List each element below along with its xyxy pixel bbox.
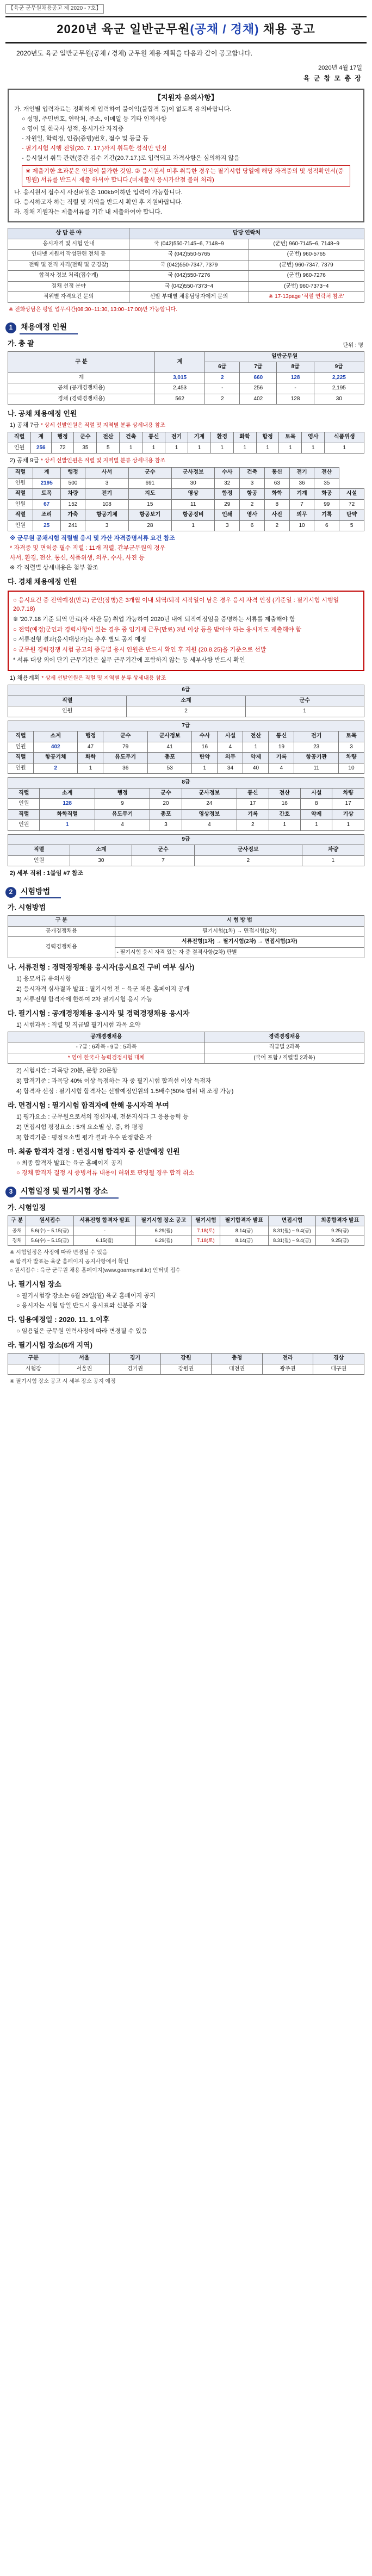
grade9-career-table: 9급 직렬 소계 군수 군사정보 차량 인원 30 7 2 1 [8,834,364,867]
contact-table: 상 담 분 야 담당 연락처 응시자격 및 시험 안내 국 (042)550-7145~6, 7148~9 (군번) 960-7145~6, 7148~9 인터넷 지원서 작성관련 전체 등 국 (042)550-5765 (군번) 960-5765 전략 및 전직 자격(전략 및 군경찰) 국 (042)550-7347, 7379 (군번) 960-7347, 7379 합격자 정보 처리(접수계) 국 (042)550-7276 (군번) 960-7276 경채 선정 분야 국 (042)550-7373~4 (군번) 960-7373~4 직위별 자격요건 문의 선발 부대별 채용담당자에게 문의 ※ 17-13page '직렬 연락처 참조' [8,228,364,303]
table-header-row: 직렬 항공기체 화학 유도무기 총포 탄약 의무 약제 기록 항공기관 차량 [8,753,364,764]
subhead: 가. 총 괄 [8,339,34,347]
table-row: 경채 (경력경쟁채용) 562 2 402 128 30 [8,394,364,405]
table-header-row: 구분 서울 경기 강원 충청 전라 경상 [8,1354,364,1364]
table-row: 인원 128 9 20 24 17 16 8 17 [8,799,364,810]
table-row: 인원 402 47 79 41 16 4 1 19 23 3 [8,742,364,753]
section-title: 시험일정 및 필기시험 장소 [20,1185,119,1198]
subhead: 다. 임용예정일 : 2020. 11. 1.이후 [8,1315,110,1324]
section-title: 채용예정 인원 [20,321,78,334]
notice-item: ○ 성명, 주민번호, 연락처, 주소, 이메일 등 기타 인적사항 [22,115,167,122]
section-number: 2 [5,887,16,898]
sub-label: 2) 공채 9급 * 상세 선발인원은 직렬 및 지역별 분류 상세내용 참조 [10,457,165,464]
grade6-career-table: 6급 직렬 소계 군수 인원 2 1 [8,685,364,717]
section-1-header [5,321,367,334]
sub-label: 1) 채용계획 * 상세 선발인원은 직렬 및 지역별 분류 상세내용 참조 [10,675,166,682]
sub-label: 1) 공채 7급 * 상세 선발인원은 직렬 및 지역별 분류 상세내용 참조 [10,422,165,429]
notice-item: 다. 응시하고자 하는 직렬 및 지역을 반드시 확인 후 지원바랍니다. [14,199,183,206]
table-row: 직위별 자격요건 문의 선발 부대별 채용담당자에게 문의 ※ 17-13page '직렬 연락처 참조' [8,292,364,303]
table-row: - 7급 : 6과목 - 9급 : 5과목 직급별 2과목 [8,1042,364,1053]
title-highlight: (공채 / 경채) [190,22,259,36]
final-note: ※ 필기시험 장소 공고 시 세부 장소 공지 예정 [10,1379,116,1385]
table-row: 인원 67 152 108 15 11 29 2 8 7 99 72 [8,499,364,510]
table-row: 인원 2 1 36 53 1 34 40 4 11 10 [8,763,364,774]
notice-item: - 응시원서 취득 관련(중간 검수 기간(20.7.17.)로 입력되고 자격사항은 심의하지 않음 [22,154,240,162]
method-table: 구 분 시 험 방 법 공개경쟁채용 필기시험(1차) → 면접시험(2차) 경력경쟁채용 서류전형(1차) → 필기시험(2차) → 면접시험(3차) - 필기시험 응시 자격 있는 자 중 결격사항(2차) 판별 [8,915,364,958]
table-row: 인원 30 7 2 1 [8,855,364,866]
exam-subject-table: 공개경쟁채용 경력경쟁채용 - 7급 : 6과목 - 9급 : 5과목 직급별 2과목 * 영어·한국사 능력검정시험 대체 (국어 포함 / 직렬별 2과목) [8,1032,364,1064]
table-row: 인원 2 1 [8,706,364,717]
grade8-career-table: 8급 직렬 소계 행정 군수 군사정보 통신 전산 시설 차량 인원 128 9 20 24 17 16 8 17 직렬 화학직렬 유도무기 총포 영상정보 기록 간호 약제 기상 인원 1 4 3 4 2 1 1 1 [8,777,364,831]
career-red-notice: ○ 응시요건 중 전역예정(만료) 군인(장병)은 3개월 이내 퇴역/퇴직 시작일이 남은 경우 응시 자격 인정 (기준일 : 필기시험 시행일 20.7.18) ※ '20.7.18 기준 퇴역 만료(자 사관 등) 취업 가능하여 2020년 내에 퇴직예정임을 증명하는 서류를 제출해야 함 ○ 전역(예정)군인과 경력사항이 있는 경우 중 임기제 근무(만료) 3년 이상 등을 받아야 하는 응시자도 제출해야 함 ○ 서류전형 결과(응시대상자)는 추후 별도 공지 예정 ○ 군무원 경력경쟁 시험 공고의 종류별 응시 인원은 반드시 확인 후 지원 (20.8.25)을 기준으로 선발 * 서류 대상 외에 단기 근무기간은 실무 근무기간에 포함하지 않는 등 세부사항 반드시 확인 [8,591,364,672]
subhead: 라. 필기시험 장소(6개 지역) [8,1341,92,1350]
table-row: 공개경쟁채용 필기시험(1차) → 면접시험(2차) [8,926,364,937]
table-row: 합격자 정보 처리(접수계) 국 (042)550-7276 (군번) 960-7276 [8,271,364,282]
table-row: 인터넷 지원서 작성관련 전체 등 국 (042)550-5765 (군번) 960-5765 [8,250,364,260]
doc-tag: 【육군 군무원채용공고 제 2020 - 7호】 [5,4,104,14]
subhead: 다. 경채 채용예정 인원 [8,577,77,586]
table-header-row: 구 분 원서접수 서류전형 합격자 발표 필기시험 장소 공고 필기시험 필기합격자 발표 면접시험 최종합격자 발표 [8,1215,364,1226]
table-row: 인원 25 241 3 28 1 3 6 2 10 6 5 [8,520,364,531]
table-header-row: 직렬 계 행정 군수 전산 건축 통신 전기 기계 환경 화학 함정 토목 영사 식품위생 [8,432,364,443]
subhead: 가. 시험일정 [8,1203,46,1212]
subhead: 다. 필기시험 : 공개경쟁채용 응시자 및 경력경쟁채용 응시자 [8,1009,190,1017]
subhead: 나. 필기시험 장소 [8,1280,61,1288]
table-header-row: 직렬 화학직렬 유도무기 총포 영상정보 기록 간호 약제 기상 [8,809,364,820]
notice-warning: ※ 제출기한 초과분은 인정이 불가한 것임. ② 응시원서 미휴 취득한 경우는 필기시험 당일에 해당 자격증의 및 성적확인서(증명원) 서류를 반드시 제출 하셔야 합니다.(미제출시 응시가산점 불허 처리) [22,165,350,187]
table-row: 전략 및 전직 자격(전략 및 군경찰) 국 (042)550-7347, 7379 (군번) 960-7347, 7379 [8,260,364,271]
subhead: 나. 공채 채용예정 인원 [8,409,77,418]
table-row: - 필기시험 응시 자격 있는 자 중 결격사항(2차) 판별 [8,947,364,958]
section-2-header [5,886,367,898]
page-title: 2020년 육군 일반군무원(공채 / 경채) 채용 공고 [57,22,315,36]
title-box [5,16,367,44]
table-header-row: 직렬 토목 차량 전기 지도 영상 함정 항공 화학 기계 화공 시설 [8,489,364,500]
table-row: 공채 (공개경쟁채용) 2,453 - 256 - 2,195 [8,383,364,394]
schedule-table [8,1215,364,1246]
table-header-row: 직렬 조리 가축 항공기체 항공보기 항공정비 인쇄 영사 사진 의무 기록 탄약 [8,510,364,521]
section-title: 시험방법 [20,886,61,898]
table-header-row: 직렬 소계 행정 군수 군사정보 수사 시설 전산 통신 전기 토목 [8,731,364,742]
region-table [8,1353,364,1375]
subhead: 나. 서류전형 : 경력경쟁채용 응시자(응시요건 구비 여부 심사) [8,963,195,972]
applicant-notice [8,89,364,222]
table-row: 응시자격 및 시험 안내 국 (042)550-7145~6, 7148~9 (군번) 960-7145~6, 7148~9 [8,239,364,250]
table-row: 시험장 서울권 경기권 강원권 대전권 광주권 대구권 [8,1364,364,1375]
subhead: 마. 최종 합격자 결정 : 면접시험 합격자 중 선발예정 인원 [8,1147,180,1156]
notice-item: 나. 응시원서 접수시 사진파일은 100kb이하만 입력이 가능합니다. [14,189,183,196]
subhead: 라. 면접시험 : 필기시험 합격자에 한해 응시자격 부여 [8,1101,169,1110]
table-row: 공채 5.6(수) ~ 5.15(금) - 6.29(월) 7.18(토) 8.14(금) 8.31(월) ~ 9.4(금) 9.25(금) [8,1226,364,1236]
table-header-row: 직렬 소계 행정 군수 군사정보 통신 전산 시설 차량 [8,788,364,799]
grade7-public-table [8,432,364,454]
table-header-row: 직렬 계 행정 사서 군수 군사정보 수사 건축 통신 전기 전산 [8,468,364,479]
table-row: 경채 5.6(수) ~ 5.15(금) 6.15(월) 6.29(월) 7.18(토) 8.14(금) 8.31(월) ~ 9.4(금) 9.25(금) [8,1236,364,1246]
table-row: 인원 2195 500 3 691 30 32 3 63 36 35 [8,478,364,489]
section-3-header [5,1185,367,1198]
contact-note: ※ 전화상담은 평일 업무시간(08:30~11:30, 13:00~17:00)만 가능합니다. [9,306,177,313]
summary-table: 구 분 계 일반군무원 6급 7급 8급 9급 계 3,015 2 660 128 2,225 공채 (공개경쟁채용) 2,453 - 256 - 2,195 경채 (경력경쟁채용) 562 2 402 128 30 [8,351,364,405]
table-row: 경채 선정 분야 국 (042)550-7373~4 (군번) 960-7373~4 [8,281,364,292]
notice-item: 라. 경채 지원자는 제출서류를 기간 내 제출하여야 합니다. [14,209,162,216]
notice-item: ○ 영어 및 한국사 성적, 응시가산 자격증 [22,125,124,132]
section-number: 1 [5,322,16,333]
table-row: * 영어·한국사 능력검정시험 대체 (국어 포함 / 직렬별 2과목) [8,1053,364,1064]
document-page: 【육군 군무원채용공고 제 2020 - 7호】 2020년 육군 일반군무원(공채 / 경채) 채용 공고 2020년도 육군 일반군무원(공채 / 경채) 군무원 채용 계획을 다음과 같이 공고합니다. 2020년 4월 17일 육 군 참 모 총 장 【지원자 유의사항】 가. 개인별 입력자료는 정확하게 입력하여 불이익(불합격 등)이 없도록 유의바랍니다. ○ 성명, 주민번호, 연락처, 주소, 이메일 등 기타 인적사항 ○ 영어 및 한국사 성적, 응시가산 자격증 - 자원일, 학력정, 인증(증빙)번호, 점수 및 등급 등 - 필기시험 시행 전일(20. 7. 17.)까지 취득한 성적만 인정 - 응시원서 취득 관련(중간 검수 기간(20.7.17.)로 입력되고 자격사항은 심의하지 않음 ※ 제출기한 초과분은 인정이 불가한 것임. ② 응시원서 미휴 취득한 경우는 필기시험 당일에 해당 자격증의 및 성적확인서(증명원) 서류를 반드시 제출 하셔야 합니다.(미제출시 응시가산점 불허 처리) 나. 응시원서 접수시 사진파일은 100kb이하만 입력이 가능합니다. 다. 응시하고자 하는 직렬 및 지역을 반드시 확인 후 지원바랍니다. 라. 경채 지원자는 제출서류를 기간 내 제출하여야 합니다. 상 담 분 야 담당 연락처 응시자격 및 시험 안내 국 (042)550-7145~6, 7148~9 (군번) 960-7145~6, 7148~9 인터넷 지원서 작성관련 전체 등 국 (042)550-5765 (군번) 960-5765 전략 및 전직 자격(전략 및 군경찰) 국 (042)550-7347, 7379 (군번) 960-7347, 7379 합격자 정보 처리(접수계) 국 (042)550-7276 (군번) 960-7276 경채 선정 분야 국 (042)550-7373~4 (군번) 960-7373~4 직위별 자격요건 문의 선발 부대별 채용담당자에게 문의 ※ 17-13page '직렬 연락처 참조' ※ 전화상담은 평일 업무시간(08:30~11:30, 13:00~17:00)만 가능합니다. 1 채용예정 인원 가. 총 괄 단위 : 명 구 분 계 일반군무원 6급 7급 8급 9급 계 3,015 2 660 128 2,225 공채 (공개경쟁채용) 2,453 - 256 - 2,195 경채 (경력경쟁채용) 562 2 402 128 30 나. 공채 채용예정 인원 1) 공채 7급 * 상세 선발인원은 직렬 및 지역별 분류 상세내용 참조 직렬 계 행정 군수 전산 건축 통신 전기 기계 환경 화학 함정 토목 영사 식품위생 인원 256 72 35 5 1 1 1 1 1 1 1 1 1 1 2) 공채 9급 * 상세 선발인원은 직렬 및 지역별 분류 상세내용 참조 직렬 계 행정 사서 군수 군사정보 수사 건축 통신 전기 전산 인원 2195 500 3 691 30 32 3 63 36 35 직렬 토목 차량 전기 지도 영상 함정 항공 화학 기계 화공 시설 인원 67 152 108 15 11 29 2 8 7 99 72 직렬 조리 가축 항공기체 항공보기 항공정비 인쇄 영사 사진 의무 기록 탄약 인원 25 241 3 28 1 3 6 2 10 6 5 ※ 군무원 공채시험 직렬별 응시 및 가산 자격증명서류 요건 참조 * 자격증 및 면허증 필수 직렬 : 11개 직렬, 간부군무원의 경우 사서, 환경, 전산, 통신, 식품위생, 의무, 수사, 사진 등 ※ 각 직렬별 상세내용은 첨부 참조 다. 경채 채용예정 인원 ○ 응시요건 중 전역예정(만료) 군인(장병)은 3개월 이내 퇴역/퇴직 시작일이 남은 경우 응시 자격 인정 (기준일 : 필기시험 시행일 20.7.18) ※ '20.7.18 기준 퇴역 만료(자 사관 등) 취업 가능하여 2020년 내에 퇴직예정임을 증명하는 서류를 제출해야 함 ○ 전역(예정)군인과 경력사항이 있는 경우 중 임기제 근무(만료) 3년 이상 등을 받아야 하는 응시자도 제출해야 함 ○ 서류전형 결과(응시대상자)는 추후 별도 공지 예정 ○ 군무원 경력경쟁 시험 공고의 종류별 응시 인원은 반드시 확인 후 지원 (20.8.25)을 기준으로 선발 * 서류 대상 외에 단기 근무기간은 실무 근무기간에 포함하지 않는 등 세부사항 반드시 확인 1) 채용계획 * 상세 선발인원은 직렬 및 지역별 분류 상세내용 참조 6급 직렬 소계 군수 인원 2 1 7급 직렬 소계 행정 군수 군사정보 수사 시설 전산 통신 전기 토목 인원 402 47 79 41 16 4 1 19 23 3 직렬 항공기체 화학 유도무기 총포 탄약 의무 약제 기록 항공기관 차량 인원 2 1 36 53 1 34 40 4 11 10 8급 직렬 소계 행정 군수 군사정보 통신 전산 시설 차량 인원 128 9 20 24 17 16 8 17 직렬 화학직렬 유도무기 총포 영상정보 기록 간호 약제 기상 인원 1 4 3 4 2 1 1 1 9급 직렬 소계 군수 군사정보 차량 인원 30 7 2 1 2) 세부 직위 : 1붙임 #7 참조 2 시험방법 가. 시험방법 구 분 시 험 방 법 공개경쟁채용 필기시험(1차) → 면접시험(2차) 경력경쟁채용 서류전형(1차) → 필기시험(2차) → 면접시험(3차) - 필기시험 응시 자격 있는 자 중 결격사항(2차) 판별 나. 서류전형 : 경력경쟁채용 응시자(응시요건 구비 여부 심사) 1) 응모서류 유의사항 2) 응시자격 심사결과 발표 : 필기시험 전 ~ 육군 채용 홈페이지 공개 3) 서류전형 합격자에 한하여 2차 필기시험 응시 가능 다. 필기시험 : 공개경쟁채용 응시자 및 경력경쟁채용 응시자 1) 시험과목 : 직렬 및 직급별 필기시험 과목 요약 공개경쟁채용 경력경쟁채용 - 7급 : 6과목 - 9급 : 5과목 직급별 2과목 * 영어·한국사 능력검정시험 대체 (국어 포함 / 직렬별 2과목) 2) 시험시간 : 과목당 20분, 문항 20문항 3) 합격기준 : 과목당 40% 이상 득점하는 자 중 필기시험 합격선 이상 득점자 4) 합격자 선정 : 필기시험 합격자는 선발예정인원의 1.5배수(50% 범위 내 조정 가능) 라. 면접시험 : 필기시험 합격자에 한해 응시자격 부여 1) 평가요소 : 군무원으로서의 정신자세, 전문지식과 그 응용능력 등 2) 면접시험 평정요소 : 5개 요소별 상, 중, 하 평정 3) 합격기준 : 평정요소별 평가 결과 우수 판정받은 자 마. 최종 합격자 결정 : 면접시험 합격자 중 선발예정 인원 ○ 최종 합격자 발표는 육군 홈페이지 공지 ○ 경채 합격자 결정 시 증빙서류 내용이 허위로 판명될 경우 합격 취소 3 시험일정 및 필기시험 장소 가. 시험일정 구 분 원서접수 서류전형 합격자 발표 필기시험 장소 공고 필기시험 필기합격자 발표 면접시험 최종합격자 발표 공채 5.6(수) ~ 5.15(금) - 6.29(월) 7.18(토) 8.14(금) 8.31(월) ~ 9.4(금) 9.25(금) 경채 5.6(수) ~ 5.15(금) 6.15(월) 6.29(월) 7.18(토) 8.14(금) 8.31(월) ~ 9.4(금) 9.25(금) ※ 시험일정은 사정에 따라 변경될 수 있음 ※ 합격자 발표는 육군 홈페이지 공지사항에서 확인 ○ 원서접수 : 육군 군무원 채용 홈페이지(www.goarmy.mil.kr) 인터넷 접수 나. 필기시험 장소 ○ 필기시험장 장소는 6월 29일(월) 육군 홈페이지 공지 ○ 응시자는 시험 당일 반드시 응시표와 신분증 지참 다. 임용예정일 : 2020. 11. 1.이후 ○ 임용일은 군무원 인력사정에 따라 변경될 수 있음 라. 필기시험 장소(6개 지역) 구분 서울 경기 강원 충청 전라 경상 시험장 서울권 경기권 강원권 대전권 광주권 대구권 ※ 필기시험 장소 공고 시 세부 장소 공지 예정 [0,0,372,1398]
table-row: 경력경쟁채용 서류전형(1차) → 필기시험(2차) → 면접시험(3차) [8,937,364,948]
section-number: 3 [5,1187,16,1197]
notice-title: 【지원자 유의사항】 [154,94,218,102]
table-row: 계 3,015 2 660 128 2,225 [8,373,364,383]
table-row: 인원 256 72 35 5 1 1 1 1 1 1 1 1 1 1 [8,443,364,454]
table-row: 인원 1 4 3 4 2 1 1 1 [8,820,364,831]
notice-item: - 필기시험 시행 전일(20. 7. 17.)까지 취득한 성적만 인정 [22,145,167,152]
announce-org: 육 군 참 모 총 장 [303,74,362,82]
grade7-career-table: 7급 직렬 소계 행정 군수 군사정보 수사 시설 전산 통신 전기 토목 인원 402 47 79 41 16 4 1 19 23 3 직렬 항공기체 화학 유도무기 총포 탄약 의무 약제 기록 항공기관 차량 인원 2 1 36 53 1 34 40 4 11 10 [8,721,364,774]
sub-label: 2) 세부 직위 : 1붙임 #7 참조 [10,870,84,877]
announce-date: 2020년 4월 17일 [318,64,362,71]
intro-text: 2020년도 육군 일반군무원(공채 / 경채) 군무원 채용 계획을 다음과 같이 공고합니다. [16,49,253,58]
public-notes: ※ 군무원 공채시험 직렬별 응시 및 가산 자격증명서류 요건 참조 * 자격증 및 면허증 필수 직렬 : 11개 직렬, 간부군무원의 경우 사서, 환경, 전산, 통신, 식품위생, 의무, 수사, 사진 등 ※ 각 직렬별 상세내용은 첨부 참조 [10,535,175,571]
unit-label: 단위 : 명 [343,343,363,349]
grade9-public-table [8,467,364,531]
notice-item: - 자원일, 학력정, 인증(증빙)번호, 점수 및 등급 등 [22,135,148,142]
notice-item: 가. 개인별 입력자료는 정확하게 입력하여 불이익(불합격 등)이 없도록 유의바랍니다. [14,105,232,113]
subhead: 가. 시험방법 [8,903,46,912]
